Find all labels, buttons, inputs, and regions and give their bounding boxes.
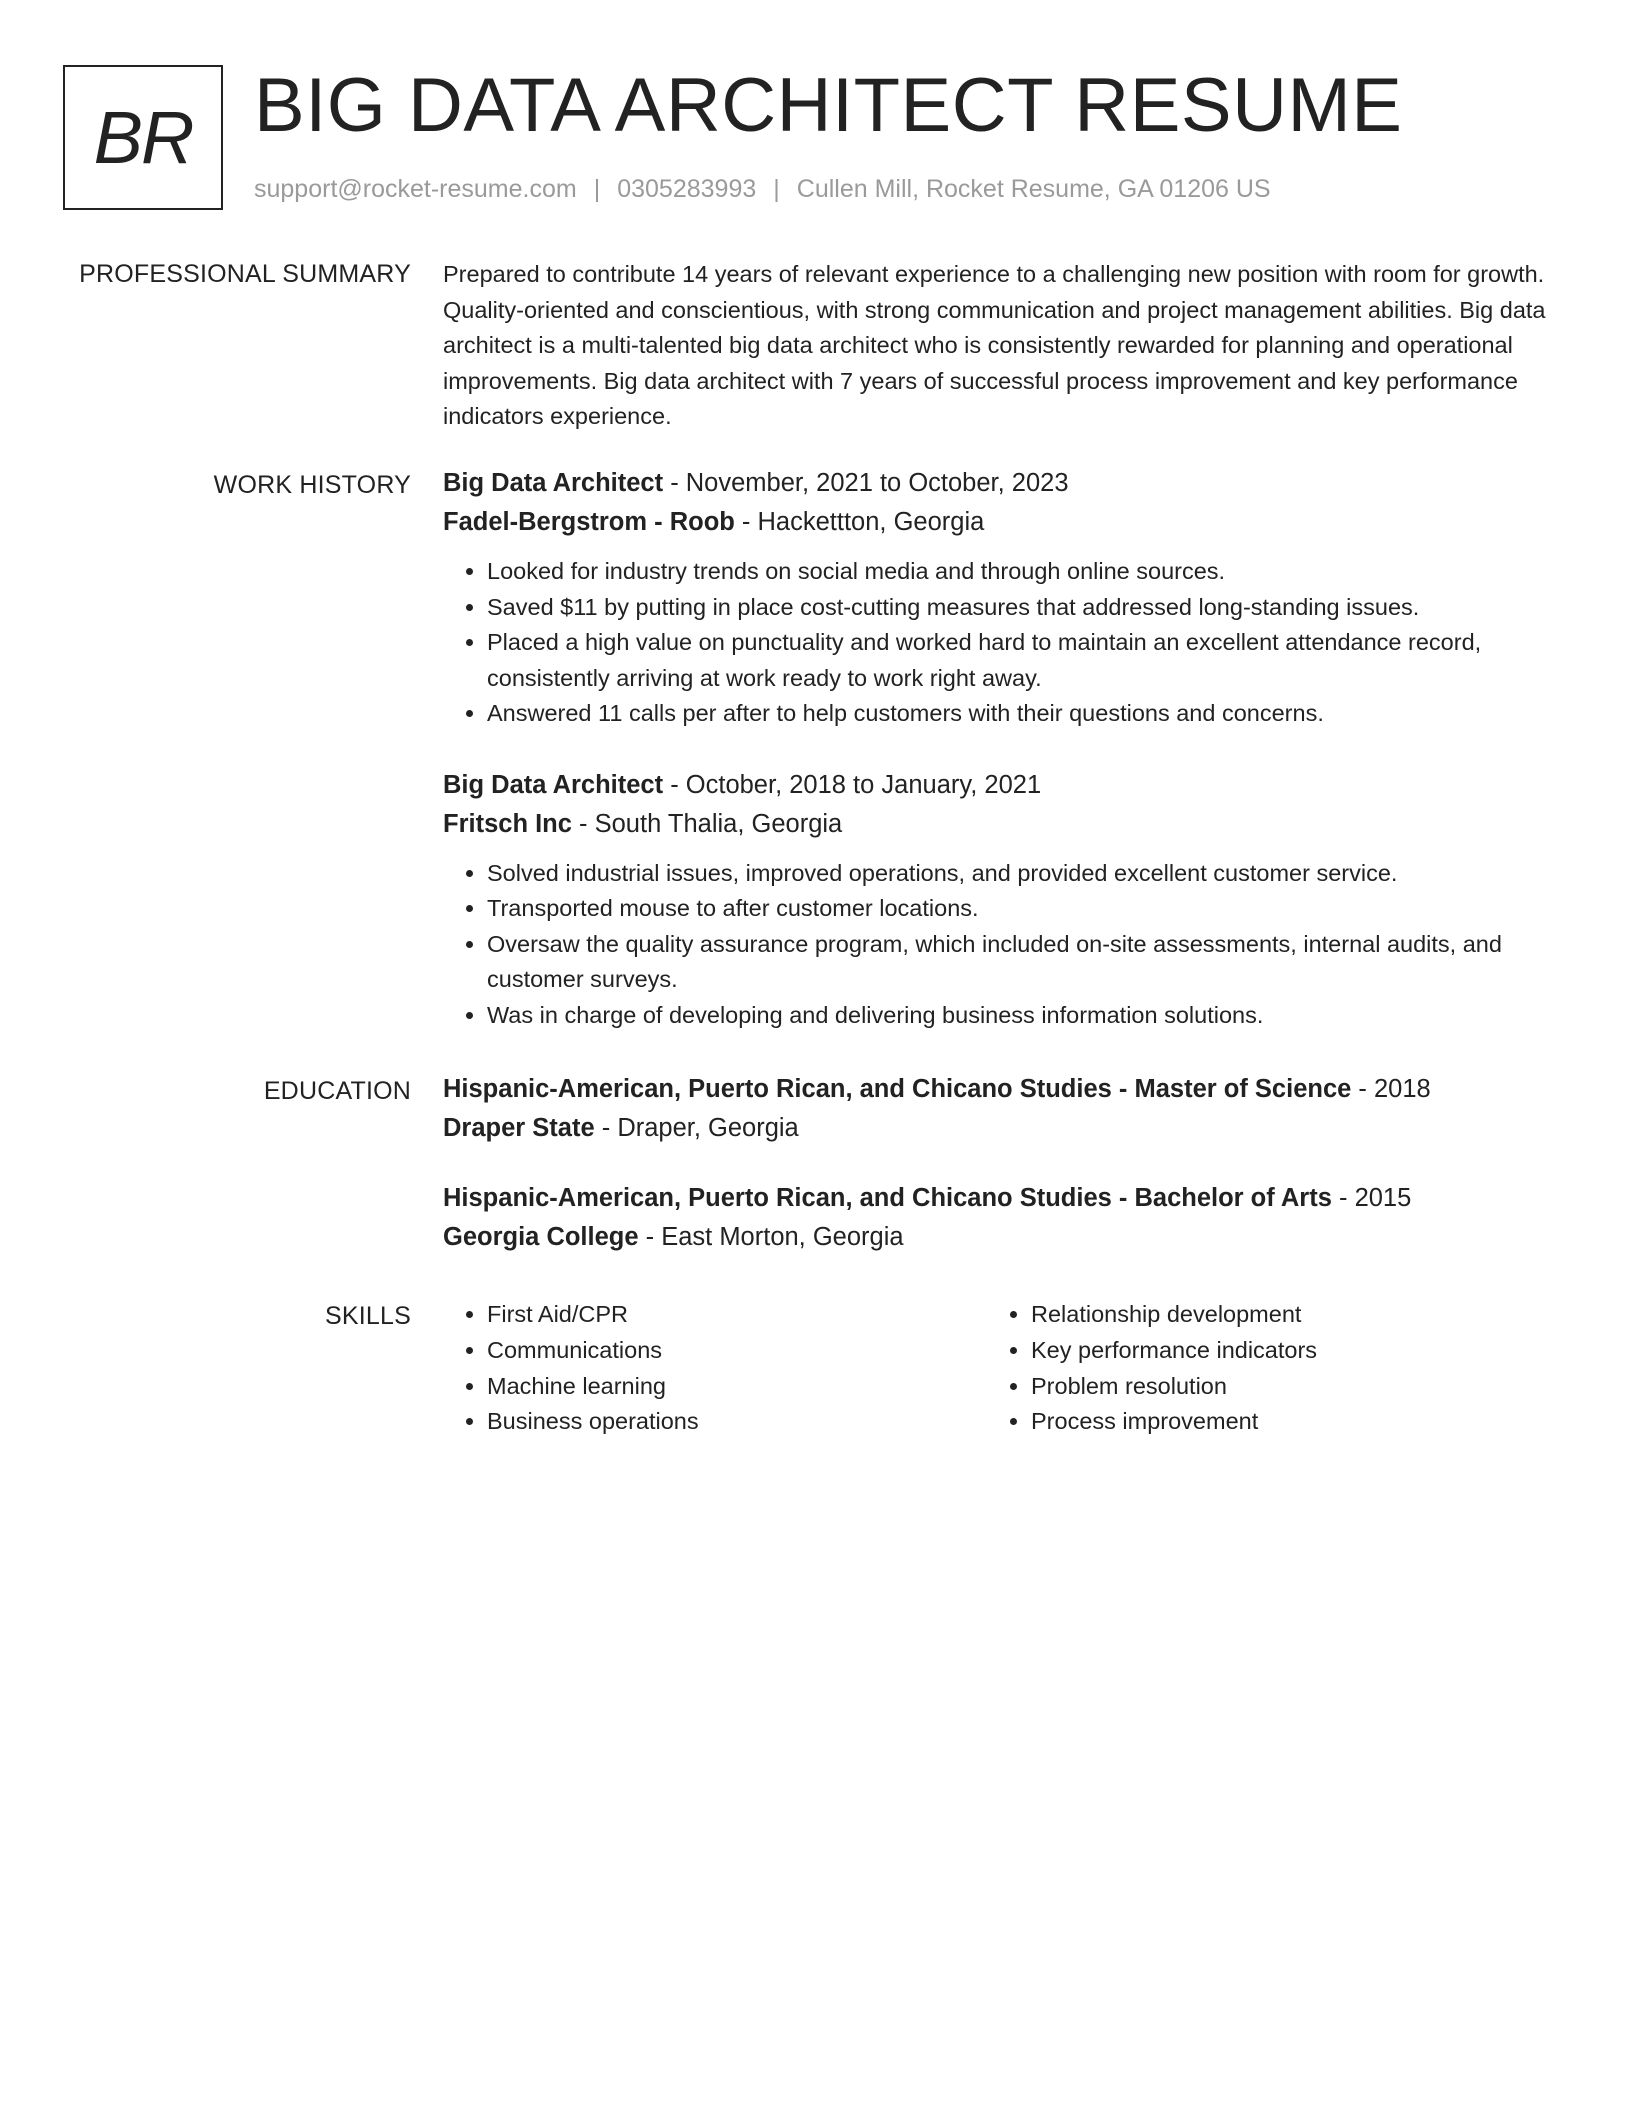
phone-number: 0305283993 [617,175,757,203]
education-entry [443,1179,1553,1257]
list-item: • Solved industrial issues, improved operations, and provided excellent customer service. [487,856,1553,892]
contact-line [254,175,1271,204]
list-item: • Saved $11 by putting in place cost-cutting measures that addressed long-standing issues. [487,590,1553,626]
contact-separator: | [773,175,780,203]
work-history-body [443,464,1553,1033]
degree-line [443,1179,1553,1218]
graduation-year: - 2015 [1331,1184,1412,1212]
skill-item: • Key performance indicators [1031,1333,1531,1369]
job-location: - Hackettton, Georgia [734,508,985,536]
skill-item: • Communications [487,1333,987,1369]
school-line [443,1218,1553,1257]
resume-header [63,65,1563,210]
job-dates: - October, 2018 to January, 2021 [663,770,1042,799]
section-heading-work-history: WORK HISTORY [213,471,411,499]
degree-line [443,1070,1553,1109]
school-location: - Draper, Georgia [594,1114,799,1142]
address: Cullen Mill, Rocket Resume, GA 01206 US [796,175,1271,203]
email-link[interactable]: support@rocket-resume.com [254,175,577,203]
initials-monogram: BR [63,65,223,210]
section-heading-skills: SKILLS [325,1302,411,1330]
page-title: BIG DATA ARCHITECT RESUME [254,63,1403,148]
skill-item: • First Aid/CPR [487,1297,987,1333]
job-duties-list [443,554,1553,732]
list-item: • Was in charge of developing and delivering business information solutions. [487,998,1553,1034]
section-heading-summary: PROFESSIONAL SUMMARY [79,260,411,288]
education-entry [443,1070,1553,1148]
skill-item: • Process improvement [1031,1404,1531,1440]
job-entry [443,464,1553,732]
skill-item: • Relationship development [1031,1297,1531,1333]
job-title: Big Data Architect [443,469,664,497]
degree: Hispanic-American, Puerto Rican, and Chicano Studies - Master of Science [443,1075,1352,1103]
contact-separator: | [593,175,601,203]
job-dates: - November, 2021 to October, 2023 [663,469,1069,497]
job-company: Fritsch Inc [443,809,572,838]
summary-text: Prepared to contribute 14 years of relevant experience to a challenging new position with room for growth. Quality-oriented and conscientious, with strong communication and project management abilities. Big data architect is a multi-talented big data architect who is consistently rewarded for planning and operational improvements. Big data architect with 7 years of successful process improvement and key performance indicators experience. [443,261,1546,429]
job-entry [443,766,1553,1034]
graduation-year: - 2018 [1351,1075,1431,1103]
summary-body [443,257,1553,435]
school-name: Draper State [443,1114,595,1142]
list-item: • Placed a high value on punctuality and worked hard to maintain an excellent attendance record, consistently arriving at work ready to work right away. [487,625,1553,696]
job-title-line [443,766,1553,805]
skill-item: • Machine learning [487,1369,987,1405]
job-title-line [443,464,1553,503]
job-duties-list [443,856,1553,1034]
job-location: - South Thalia, Georgia [571,809,843,838]
list-item: • Transported mouse to after customer locations. [487,891,1553,927]
list-item: • Looked for industry trends on social media and through online sources. [487,554,1553,590]
skills-body [443,1297,1553,1440]
section-heading-education: EDUCATION [263,1077,411,1105]
school-line [443,1109,1553,1148]
skills-list-left [443,1297,987,1440]
school-location: - East Morton, Georgia [638,1223,904,1251]
job-title: Big Data Architect [443,770,664,799]
education-body [443,1070,1553,1257]
skill-item: • Problem resolution [1031,1369,1531,1405]
degree: Hispanic-American, Puerto Rican, and Chicano Studies - Bachelor of Arts [443,1184,1332,1212]
job-company-line [443,503,1553,542]
skills-columns [443,1297,1553,1440]
skill-item: • Business operations [487,1404,987,1440]
job-company-line [443,805,1553,844]
list-item: • Oversaw the quality assurance program, which included on-site assessments, internal audits, and customer surveys. [487,927,1553,998]
list-item: • Answered 11 calls per after to help customers with their questions and concerns. [487,696,1553,732]
school-name: Georgia College [443,1223,639,1251]
job-company: Fadel-Bergstrom - Roob [443,508,735,536]
skills-list-right [987,1297,1531,1440]
